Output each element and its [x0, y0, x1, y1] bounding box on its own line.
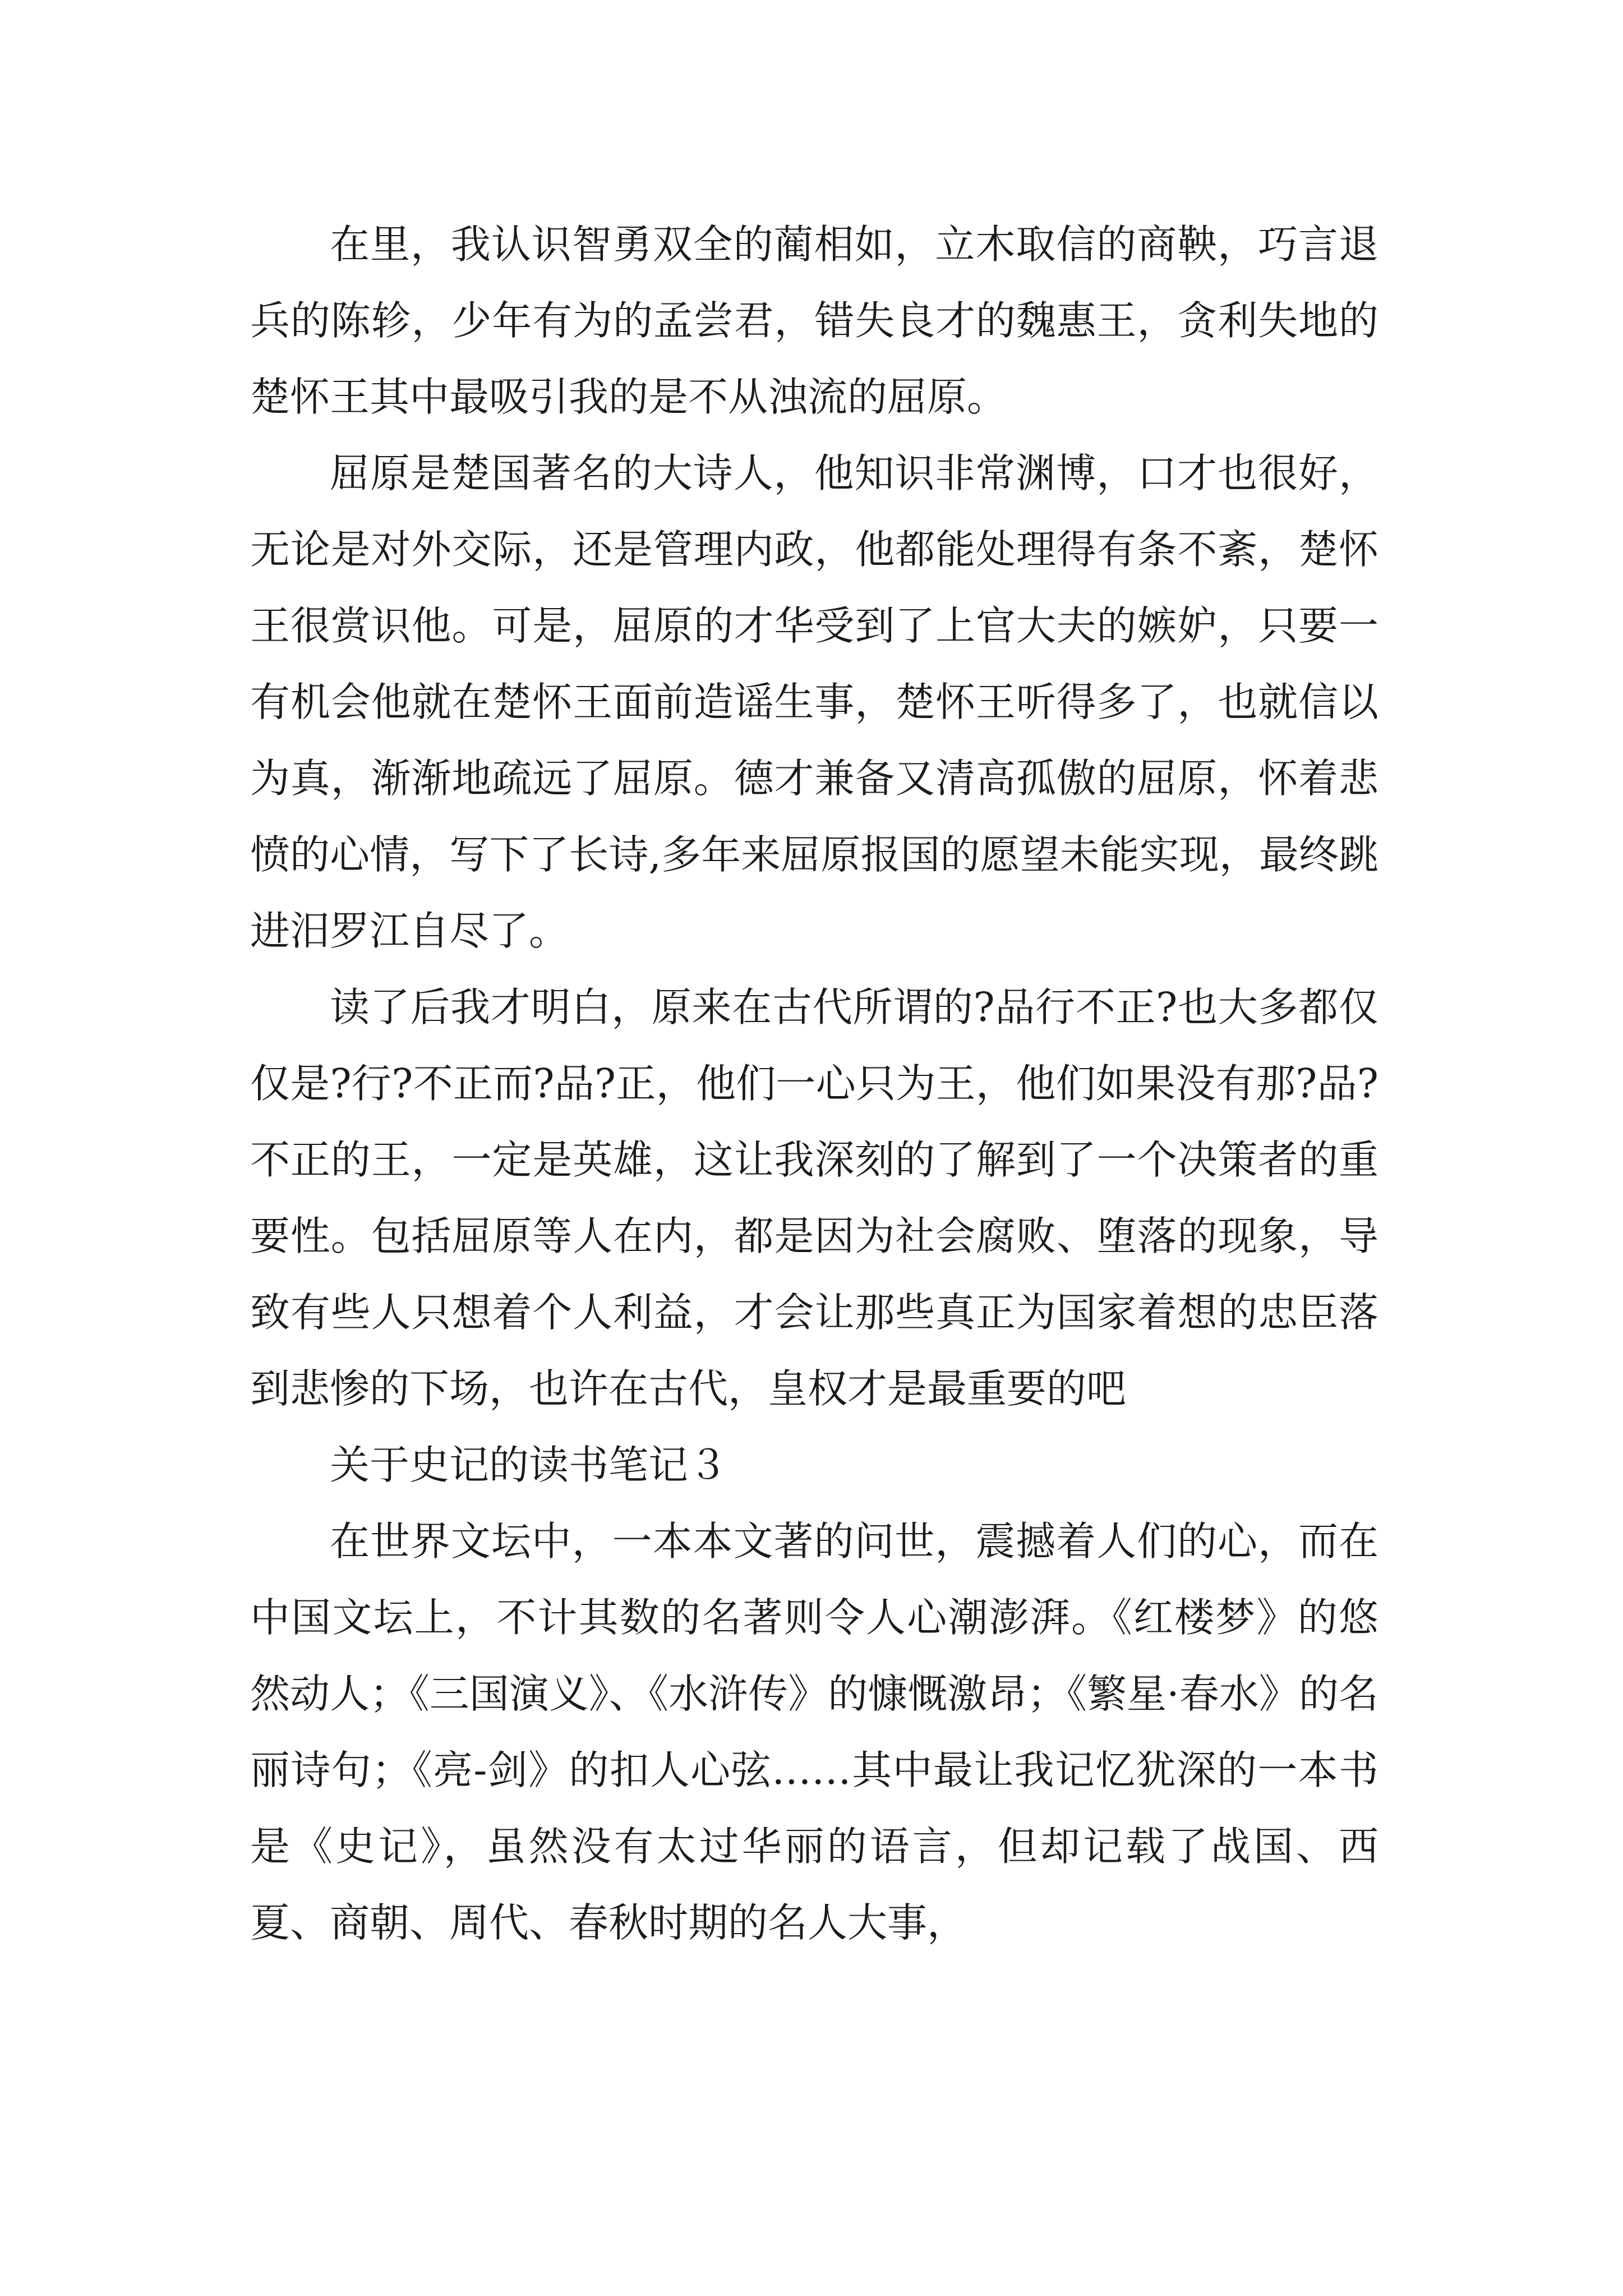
section-heading: 关于史记的读书笔记３ — [330, 1442, 728, 1488]
body-text — [250, 206, 1378, 1961]
paragraph-2: 屈原是楚国著名的大诗人，他知识非常渊博，口才也很好，无论是对外交际，还是管理内政，他都能处理得有条不紊，楚怀王很赏识他。可是，屈原的才华受到了上官大夫的嫉妒，只要一有机会他就在楚怀王面前造谣生事，楚怀王听得多了，也就信以为真，渐渐地疏远了屈原。德才兼备又清高孤傲的屈原，怀着悲愤的心情，写下了长诗,多年来屈原报国的愿望未能实现，最终跳进汨罗江自尽了。 — [250, 450, 1378, 954]
paragraph-1: 在里，我认识智勇双全的蔺相如，立木取信的商鞅，巧言退兵的陈轸，少年有为的孟尝君，错失良才的魏惠王，贪利失地的楚怀王其中最吸引我的是不从浊流的屈原。 — [250, 221, 1378, 420]
paragraph-3: 读了后我才明白，原来在古代所谓的?品行不正?也大多都仅仅是?行?不正而?品?正，他们一心只为王，他们如果没有那?品?不正的王，一定是英雄，这让我深刻的了解到了一个决策者的重要性。包括屈原等人在内，都是因为社会腐败、堕落的现象，导致有些人只想着个人利益，才会让那些真正为国家着想的忠臣落到悲惨的下场，也许在古代，皇权才是最重要的吧 — [250, 984, 1378, 1412]
paragraph-4: 在世界文坛中，一本本文著的问世，震撼着人们的心，而在中国文坛上，不计其数的名著则令人心潮澎湃。《红楼梦》的悠然动人；《三国演义》、《水浒传》的慷慨激昂；《繁星·春水》的名丽诗句；《亮-剑》的扣人心弦……其中最让我记忆犹深的一本书是《史记》，虽然没有太过华丽的语言，但却记载了战国、西夏、商朝、周代、春秋时期的名人大事， — [250, 1518, 1378, 1946]
